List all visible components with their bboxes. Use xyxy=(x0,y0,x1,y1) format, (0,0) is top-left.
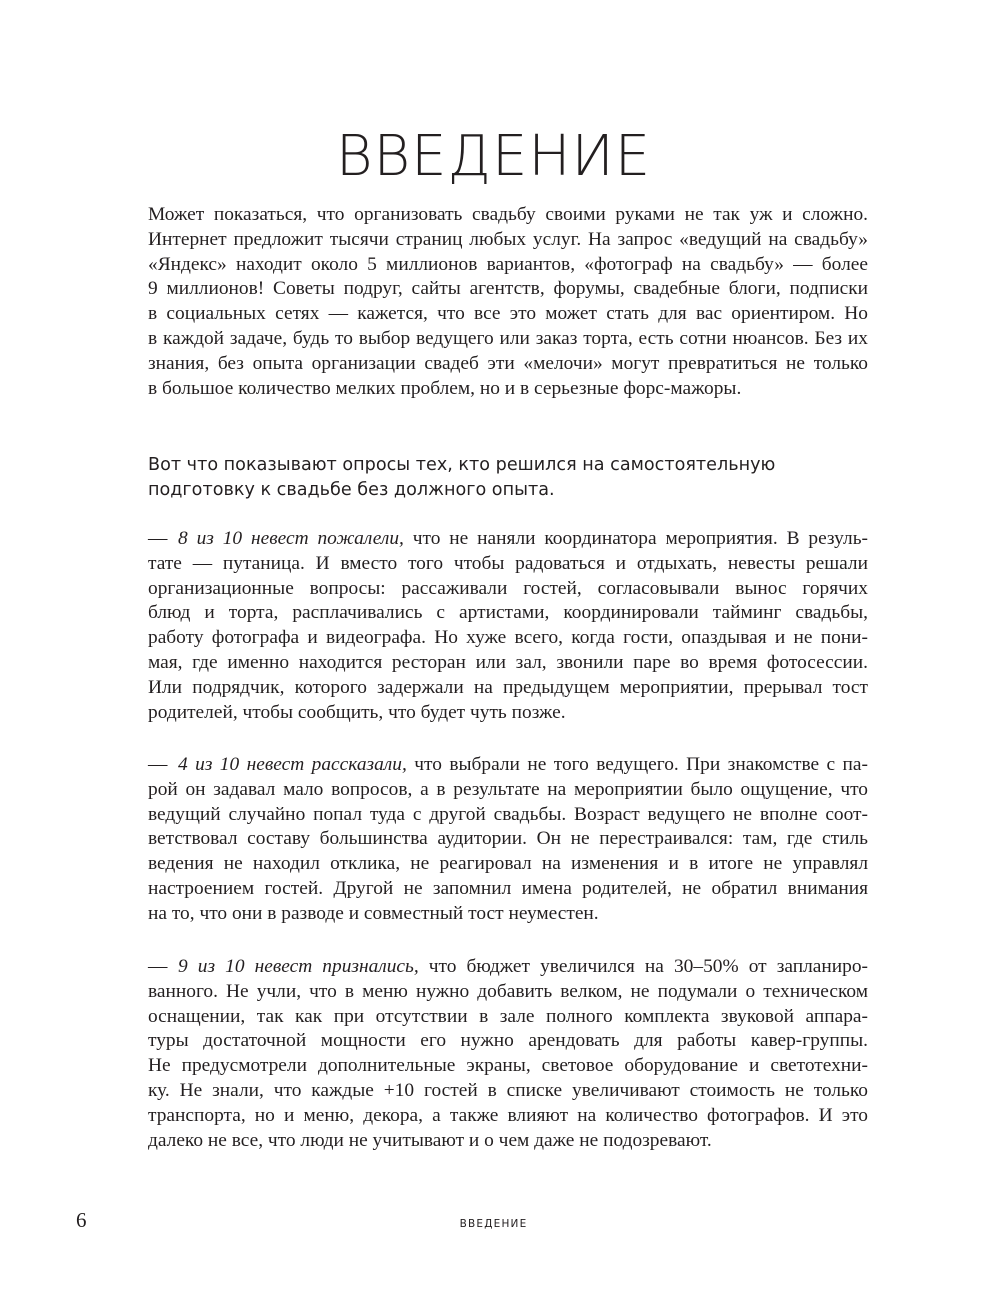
item-emphasis: 4 из 10 невест рассказали, xyxy=(178,754,407,775)
survey-lead xyxy=(148,453,868,503)
survey-item-3 xyxy=(148,955,868,1153)
item-line: блюд и торта, расплачивались с артистами, координировали тайминг свадьбы, xyxy=(148,602,868,624)
item-line: далеко не все, что люди не учитывают и о чем даже не подозревают. xyxy=(148,1129,712,1151)
item-line: организационные вопросы: рассаживали гостей, согласовывали вынос горячих xyxy=(148,577,868,599)
em-dash: — xyxy=(148,528,168,549)
item-line: Или подрядчик, которого задержали на предыдущем мероприятии, прерывал тост xyxy=(148,676,868,698)
item-line: рой он задавал мало вопросов, а в результате на мероприятии было ощущение, что xyxy=(148,778,868,800)
intro-line: в каждой задаче, будь то выбор ведущего или заказ торта, есть сотни нюансов. Без их xyxy=(148,327,868,349)
item-first-rest: что выбрали не того ведущего. При знакомстве с па- xyxy=(406,754,868,775)
survey-line: подготовку к свадьбе без должного опыта. xyxy=(148,480,555,500)
item-line: ведущий случайно попал туда с другой свадьбы. Возраст ведущего не вполне соот- xyxy=(148,803,868,825)
item-line: туры достаточной мощности его нужно арендовать для работы кавер-группы. xyxy=(148,1030,868,1052)
item-emphasis: 9 из 10 невест признались, xyxy=(178,956,419,977)
item-line: оснащении, так как при отсутствии в зале полного комплекта звуковой аппара- xyxy=(148,1005,868,1027)
intro-line: знания, без опыта организации свадеб эти «мелочи» могут превратиться не только xyxy=(148,352,868,374)
item-line: мая, где именно находится ресторан или зал, звонили паре во время фотосессии. xyxy=(148,651,868,673)
item-first-rest: что не наняли координатора мероприятия. В резуль- xyxy=(403,528,868,549)
intro-line: Может показаться, что организовать свадьбу своими руками не так уж и сложно. xyxy=(148,204,868,225)
intro-line: «Яндекс» находит около 5 миллионов вариантов, «фотограф на свадьбу» — более xyxy=(148,253,868,275)
survey-item-1 xyxy=(148,527,868,725)
intro-line: в социальных сетях — кажется, что все это может стать для вас ориентиром. Но xyxy=(148,303,868,325)
item-first-line xyxy=(148,527,868,552)
item-first-line xyxy=(148,955,868,980)
item-first-line xyxy=(148,753,868,778)
intro-line: 9 миллионов! Советы подруг, сайты агентств, форумы, свадебные блоги, подписки xyxy=(148,278,868,300)
item-line: работу фотографа и видеографа. Но хуже всего, когда гости, опаздывая и не пони- xyxy=(148,627,868,649)
survey-line: Вот что показывают опросы тех, кто решился на самостоятельную xyxy=(148,455,776,475)
survey-item-2 xyxy=(148,753,868,927)
item-line: настроением гостей. Другой не запомнил имена родителей, не обратил внимания xyxy=(148,877,868,899)
item-line: тате — путаница. И вместо того чтобы радоваться и отдыхать, невесты решали xyxy=(148,552,868,574)
item-line: транспорта, но и меню, декора, а также влияют на количество фотографов. И это xyxy=(148,1104,868,1126)
item-line: на то, что они в разводе и совместный тост неуместен. xyxy=(148,902,599,924)
item-first-rest: что бюджет увеличился на 30–50% от запланиро- xyxy=(418,956,868,977)
running-title: ВВЕДЕНИЕ xyxy=(459,1218,528,1230)
intro-line: Интернет предложит тысячи страниц любых услуг. На запрос «ведущий на свадьбу» xyxy=(148,228,868,250)
item-line: родителей, чтобы сообщить, что будет чуть позже. xyxy=(148,701,566,723)
intro-paragraph xyxy=(148,203,868,401)
em-dash: — xyxy=(148,754,168,775)
page-title: ВВЕДЕНИЕ xyxy=(335,124,652,189)
item-line: ветствовал составу большинства аудитории. Он не перестраивался: там, где стиль xyxy=(148,828,868,850)
item-line: ку. Не знали, что каждые +10 гостей в списке увеличивают стоимость не только xyxy=(148,1079,868,1101)
intro-line: в большое количество мелких проблем, но и в серьезные форс-мажоры. xyxy=(148,377,742,399)
item-line: Не предусмотрели дополнительные экраны, световое оборудование и светотехни- xyxy=(148,1055,868,1077)
item-emphasis: 8 из 10 невест пожалели, xyxy=(178,528,404,549)
page-number: 6 xyxy=(76,1208,87,1232)
em-dash: — xyxy=(148,956,168,977)
item-line: ведения не находил отклика, не реагировал на изменения и в итоге не управлял xyxy=(148,853,868,875)
item-line: ванного. Не учли, что в меню нужно добавить велком, не подумали о техническом xyxy=(148,980,868,1002)
